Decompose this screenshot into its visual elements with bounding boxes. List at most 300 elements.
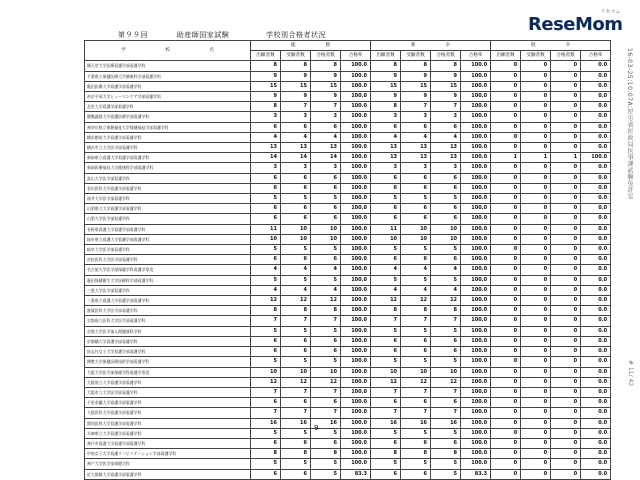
value-cell: 100.0: [341, 143, 371, 153]
value-cell: 100.0: [341, 296, 371, 306]
report-title: 学校別合格者状況: [265, 31, 326, 39]
school-name: 富山大学医学部看護学科: [85, 173, 251, 183]
value-cell: 100.0: [341, 71, 371, 81]
value-cell: 0.0: [581, 183, 611, 193]
value-cell: 100.0: [341, 438, 371, 448]
value-cell: 11: [251, 224, 281, 234]
value-cell: 100.0: [341, 163, 371, 173]
value-cell: 0: [551, 163, 581, 173]
value-cell: 0: [551, 265, 581, 275]
school-name: 京都橘大学看護学部看護学科: [85, 336, 251, 346]
value-cell: 4: [371, 132, 401, 142]
value-cell: 100.0: [461, 61, 491, 71]
value-cell: 3: [281, 112, 311, 122]
value-cell: 100.0: [341, 132, 371, 142]
value-cell: 0: [491, 347, 521, 357]
value-cell: 4: [311, 265, 341, 275]
value-cell: 0: [521, 204, 551, 214]
value-cell: 100.0: [341, 153, 371, 163]
value-cell: 10: [311, 367, 341, 377]
table-row: [85, 275, 611, 285]
value-cell: 3: [311, 163, 341, 173]
table-row: [85, 245, 611, 255]
value-cell: 0: [521, 173, 551, 183]
value-cell: 4: [401, 285, 431, 295]
value-cell: 0: [521, 438, 551, 448]
school-name: 藤田保健衛生大学医療科学部看護学科: [85, 275, 251, 285]
value-cell: 6: [371, 173, 401, 183]
value-cell: 100.0: [341, 316, 371, 326]
value-cell: 100.0: [461, 183, 491, 193]
value-cell: 0: [551, 245, 581, 255]
value-cell: 0.0: [581, 224, 611, 234]
table-row: [85, 204, 611, 214]
school-header-char-1: 学: [121, 48, 126, 54]
value-cell: 0: [491, 81, 521, 91]
school-name: 京都大学医学部人間健康科学科: [85, 326, 251, 336]
value-cell: 100.0: [341, 194, 371, 204]
value-cell: 100.0: [461, 214, 491, 224]
value-cell: 0: [551, 377, 581, 387]
value-cell: 3: [431, 163, 461, 173]
value-cell: 0.0: [581, 234, 611, 244]
value-cell: 15: [401, 81, 431, 91]
value-cell: 100.0: [341, 449, 371, 459]
school-name: 帝京平成大学ヒューマンケア学部看護学科: [85, 92, 251, 102]
value-cell: 0.0: [581, 112, 611, 122]
value-cell: 6: [311, 122, 341, 132]
table-row: [85, 153, 611, 163]
value-cell: 0: [491, 438, 521, 448]
value-cell: 0.0: [581, 143, 611, 153]
school-name: 新潟医療福祉大学健康科学部看護学科: [85, 163, 251, 173]
value-cell: 12: [251, 377, 281, 387]
value-cell: 100.0: [461, 173, 491, 183]
value-cell: 13: [371, 153, 401, 163]
value-cell: 7: [251, 387, 281, 397]
value-cell: 8: [251, 61, 281, 71]
sub-header-applicants: 出願者数: [491, 51, 521, 61]
value-cell: 12: [371, 377, 401, 387]
value-cell: 8: [311, 449, 341, 459]
value-cell: 0: [491, 408, 521, 418]
value-cell: 0: [551, 255, 581, 265]
value-cell: 100.0: [461, 71, 491, 81]
value-cell: 100.0: [341, 357, 371, 367]
value-cell: 6: [281, 438, 311, 448]
value-cell: 6: [311, 255, 341, 265]
value-cell: 0: [551, 306, 581, 316]
value-cell: 6: [401, 183, 431, 193]
value-cell: 0: [551, 214, 581, 224]
value-cell: 0: [491, 163, 521, 173]
value-cell: 0: [551, 112, 581, 122]
value-cell: 100.0: [341, 387, 371, 397]
table-row: [85, 122, 611, 132]
value-cell: 16: [281, 418, 311, 428]
value-cell: 5: [431, 194, 461, 204]
value-cell: 0: [491, 316, 521, 326]
value-cell: 100.0: [461, 347, 491, 357]
value-cell: 0: [491, 387, 521, 397]
value-cell: 6: [371, 398, 401, 408]
value-cell: 100.0: [461, 449, 491, 459]
value-cell: 0: [551, 71, 581, 81]
value-cell: 6: [251, 122, 281, 132]
value-cell: 5: [431, 469, 461, 479]
value-cell: 6: [311, 438, 341, 448]
value-cell: 0: [521, 469, 551, 479]
value-cell: 7: [401, 102, 431, 112]
value-cell: 100.0: [461, 326, 491, 336]
value-cell: 0: [551, 459, 581, 469]
value-cell: 100.0: [341, 285, 371, 295]
value-cell: 16: [431, 418, 461, 428]
value-cell: 3: [401, 163, 431, 173]
table-row: [85, 387, 611, 397]
value-cell: 4: [281, 265, 311, 275]
sub-header-examinees: 受験者数: [281, 51, 311, 61]
sub-header-pass-rate: 合格率: [461, 51, 491, 61]
value-cell: 0: [491, 398, 521, 408]
value-cell: 5: [281, 326, 311, 336]
value-cell: 12: [251, 296, 281, 306]
value-cell: 0: [521, 255, 551, 265]
value-cell: 0: [491, 357, 521, 367]
value-cell: 100.0: [341, 418, 371, 428]
value-cell: 15: [311, 81, 341, 91]
value-cell: 0: [491, 275, 521, 285]
table-row: [85, 132, 611, 142]
value-cell: 0: [551, 347, 581, 357]
value-cell: 0: [551, 275, 581, 285]
value-cell: 3: [311, 112, 341, 122]
value-cell: 0: [521, 132, 551, 142]
value-cell: 4: [281, 132, 311, 142]
value-cell: 16: [401, 418, 431, 428]
value-cell: 0: [521, 357, 551, 367]
value-cell: 9: [401, 71, 431, 81]
value-cell: 4: [401, 265, 431, 275]
value-cell: 0: [491, 377, 521, 387]
value-cell: 9: [251, 71, 281, 81]
value-cell: 100.0: [341, 102, 371, 112]
value-cell: 12: [431, 296, 461, 306]
table-row: [85, 224, 611, 234]
value-cell: 5: [281, 275, 311, 285]
value-cell: 6: [431, 183, 461, 193]
group-total: [251, 41, 371, 51]
value-cell: 10: [251, 234, 281, 244]
value-cell: 100.0: [461, 357, 491, 367]
value-cell: 5: [431, 459, 461, 469]
value-cell: 0: [521, 296, 551, 306]
value-cell: 0: [491, 173, 521, 183]
value-cell: 6: [281, 183, 311, 193]
value-cell: 100.0: [461, 265, 491, 275]
table-row: [85, 214, 611, 224]
value-cell: 12: [281, 296, 311, 306]
value-cell: 0: [551, 336, 581, 346]
value-cell: 9: [251, 92, 281, 102]
value-cell: 0: [551, 367, 581, 377]
sub-header-passers: 合格者数: [311, 51, 341, 61]
school-name: 神戸市看護大学看護学部看護学科: [85, 438, 251, 448]
value-cell: 0: [491, 204, 521, 214]
value-cell: 13: [311, 143, 341, 153]
school-name: 大阪市立大学医学部看護学科: [85, 387, 251, 397]
value-cell: 7: [281, 408, 311, 418]
value-cell: 0: [551, 81, 581, 91]
value-cell: 0: [521, 112, 551, 122]
value-cell: 6: [281, 255, 311, 265]
value-cell: 9: [401, 92, 431, 102]
school-name: 近大姫路大学看護学部看護学科: [85, 469, 251, 479]
value-cell: 6: [401, 469, 431, 479]
value-cell: 0: [521, 214, 551, 224]
value-cell: 7: [401, 316, 431, 326]
value-cell: 4: [431, 265, 461, 275]
group-new-graduates: [371, 41, 491, 51]
value-cell: 100.0: [341, 275, 371, 285]
value-cell: 0.0: [581, 347, 611, 357]
value-cell: 0.0: [581, 398, 611, 408]
value-cell: 7: [311, 408, 341, 418]
value-cell: 6: [251, 398, 281, 408]
value-cell: 12: [311, 296, 341, 306]
value-cell: 3: [251, 163, 281, 173]
value-cell: 6: [371, 214, 401, 224]
value-cell: 5: [311, 459, 341, 469]
value-cell: 14: [281, 153, 311, 163]
value-cell: 9: [311, 92, 341, 102]
value-cell: 10: [281, 367, 311, 377]
value-cell: 4: [281, 285, 311, 295]
value-cell: 5: [311, 428, 341, 438]
value-cell: 0: [551, 102, 581, 112]
school-name: 慶應義塾大学看護医療学部看護学科: [85, 112, 251, 122]
value-cell: 0.0: [581, 163, 611, 173]
value-cell: 0: [491, 255, 521, 265]
value-cell: 0: [491, 469, 521, 479]
value-cell: 5: [401, 357, 431, 367]
table-row: [85, 469, 611, 479]
value-cell: 0: [491, 336, 521, 346]
value-cell: 0.0: [581, 316, 611, 326]
value-cell: 0: [521, 143, 551, 153]
value-cell: 0: [521, 245, 551, 255]
value-cell: 4: [311, 132, 341, 142]
value-cell: 5: [371, 326, 401, 336]
value-cell: 0: [491, 143, 521, 153]
value-cell: 9: [281, 92, 311, 102]
value-cell: 8: [401, 61, 431, 71]
value-cell: 0: [551, 438, 581, 448]
school-name: 佛教大学保健医療技術学部看護学科: [85, 357, 251, 367]
value-cell: 10: [311, 234, 341, 244]
value-cell: 0.0: [581, 459, 611, 469]
value-cell: 100.0: [341, 347, 371, 357]
value-cell: 7: [431, 408, 461, 418]
value-cell: 0.0: [581, 408, 611, 418]
value-cell: 0: [551, 418, 581, 428]
value-cell: 5: [281, 459, 311, 469]
value-cell: 0: [491, 285, 521, 295]
value-cell: 12: [311, 377, 341, 387]
table-row: [85, 163, 611, 173]
value-cell: 100.0: [341, 234, 371, 244]
value-cell: 100.0: [461, 367, 491, 377]
value-cell: 100.0: [461, 418, 491, 428]
value-cell: 1: [491, 153, 521, 163]
value-cell: 5: [311, 357, 341, 367]
value-cell: 0: [551, 224, 581, 234]
value-cell: 5: [371, 459, 401, 469]
school-name: 新潟県立看護大学看護学部看護学科: [85, 153, 251, 163]
value-cell: 100.0: [581, 153, 611, 163]
group-past-graduates: [491, 41, 611, 51]
value-cell: 100.0: [461, 122, 491, 132]
value-cell: 13: [401, 153, 431, 163]
table-row: [85, 377, 611, 387]
value-cell: 6: [371, 255, 401, 265]
value-cell: 0: [551, 122, 581, 132]
value-cell: 5: [311, 245, 341, 255]
school-name: 神戸大学医学部保健学科: [85, 459, 251, 469]
value-cell: 0: [521, 418, 551, 428]
value-cell: 5: [371, 245, 401, 255]
value-cell: 0: [491, 459, 521, 469]
value-cell: 100.0: [461, 306, 491, 316]
value-cell: 100.0: [341, 81, 371, 91]
value-cell: 3: [371, 112, 401, 122]
value-cell: 0: [521, 234, 551, 244]
value-cell: 0: [521, 163, 551, 173]
value-cell: 9: [431, 92, 461, 102]
value-cell: 6: [311, 398, 341, 408]
value-cell: 0: [491, 122, 521, 132]
value-cell: 0: [551, 296, 581, 306]
table-row: [85, 326, 611, 336]
value-cell: 10: [371, 367, 401, 377]
value-cell: 14: [311, 153, 341, 163]
value-cell: 6: [251, 255, 281, 265]
school-header: [85, 41, 251, 61]
value-cell: 9: [311, 71, 341, 81]
value-cell: 6: [251, 173, 281, 183]
value-cell: 0: [551, 285, 581, 295]
value-cell: 0: [491, 224, 521, 234]
value-cell: 6: [311, 336, 341, 346]
school-name: 千葉県立保健医療大学健康科学部看護学科: [85, 71, 251, 81]
value-cell: 8: [371, 306, 401, 316]
group-total-char-1: 総: [290, 43, 296, 48]
table-row: [85, 102, 611, 112]
value-cell: 100.0: [461, 296, 491, 306]
value-cell: 100.0: [461, 255, 491, 265]
value-cell: 6: [371, 347, 401, 357]
value-cell: 6: [281, 214, 311, 224]
value-cell: 5: [281, 245, 311, 255]
value-cell: 0: [521, 326, 551, 336]
value-cell: 0.0: [581, 132, 611, 142]
value-cell: 0: [551, 143, 581, 153]
value-cell: 6: [251, 347, 281, 357]
value-cell: 11: [371, 224, 401, 234]
value-cell: 13: [401, 143, 431, 153]
value-cell: 6: [371, 469, 401, 479]
value-cell: 7: [431, 102, 461, 112]
value-cell: 5: [401, 428, 431, 438]
value-cell: 10: [401, 367, 431, 377]
value-cell: 100.0: [341, 245, 371, 255]
school-name: 山梨県立大学看護学部看護学科: [85, 204, 251, 214]
value-cell: 0: [551, 326, 581, 336]
school-name: 長野県看護大学看護学部看護学科: [85, 224, 251, 234]
value-cell: 6: [431, 336, 461, 346]
value-cell: 16: [311, 418, 341, 428]
value-cell: 6: [401, 398, 431, 408]
table-row: [85, 306, 611, 316]
value-cell: 7: [431, 387, 461, 397]
value-cell: 0.0: [581, 285, 611, 295]
group-past-char-2: 卒: [565, 43, 571, 48]
value-cell: 0.0: [581, 469, 611, 479]
value-cell: 0.0: [581, 438, 611, 448]
value-cell: 0.0: [581, 428, 611, 438]
value-cell: 5: [281, 194, 311, 204]
value-cell: 0.0: [581, 296, 611, 306]
value-cell: 100.0: [461, 245, 491, 255]
value-cell: 0.0: [581, 265, 611, 275]
value-cell: 0: [521, 81, 551, 91]
value-cell: 100.0: [461, 398, 491, 408]
value-cell: 0: [521, 92, 551, 102]
value-cell: 6: [311, 347, 341, 357]
value-cell: 7: [401, 387, 431, 397]
fax-page-number: # 11/ 42: [627, 360, 634, 387]
value-cell: 0: [491, 183, 521, 193]
value-cell: 100.0: [461, 316, 491, 326]
value-cell: 0.0: [581, 81, 611, 91]
value-cell: 8: [401, 449, 431, 459]
value-cell: 6: [371, 183, 401, 193]
value-cell: 8: [251, 306, 281, 316]
value-cell: 15: [251, 81, 281, 91]
value-cell: 6: [431, 255, 461, 265]
value-cell: 13: [431, 143, 461, 153]
value-cell: 100.0: [461, 153, 491, 163]
value-cell: 9: [281, 71, 311, 81]
value-cell: 7: [311, 387, 341, 397]
value-cell: 6: [401, 255, 431, 265]
value-cell: 5: [371, 194, 401, 204]
school-name: 北里大学看護学部看護学科: [85, 102, 251, 112]
value-cell: 4: [311, 285, 341, 295]
value-cell: 0.0: [581, 61, 611, 71]
value-cell: 8: [431, 306, 461, 316]
value-cell: 6: [401, 204, 431, 214]
value-cell: 0.0: [581, 245, 611, 255]
value-cell: 0.0: [581, 92, 611, 102]
value-cell: 100.0: [461, 459, 491, 469]
value-cell: 0.0: [581, 357, 611, 367]
table-row: [85, 347, 611, 357]
value-cell: 6: [371, 204, 401, 214]
value-cell: 0: [551, 469, 581, 479]
value-cell: 6: [401, 347, 431, 357]
value-cell: 6: [311, 183, 341, 193]
